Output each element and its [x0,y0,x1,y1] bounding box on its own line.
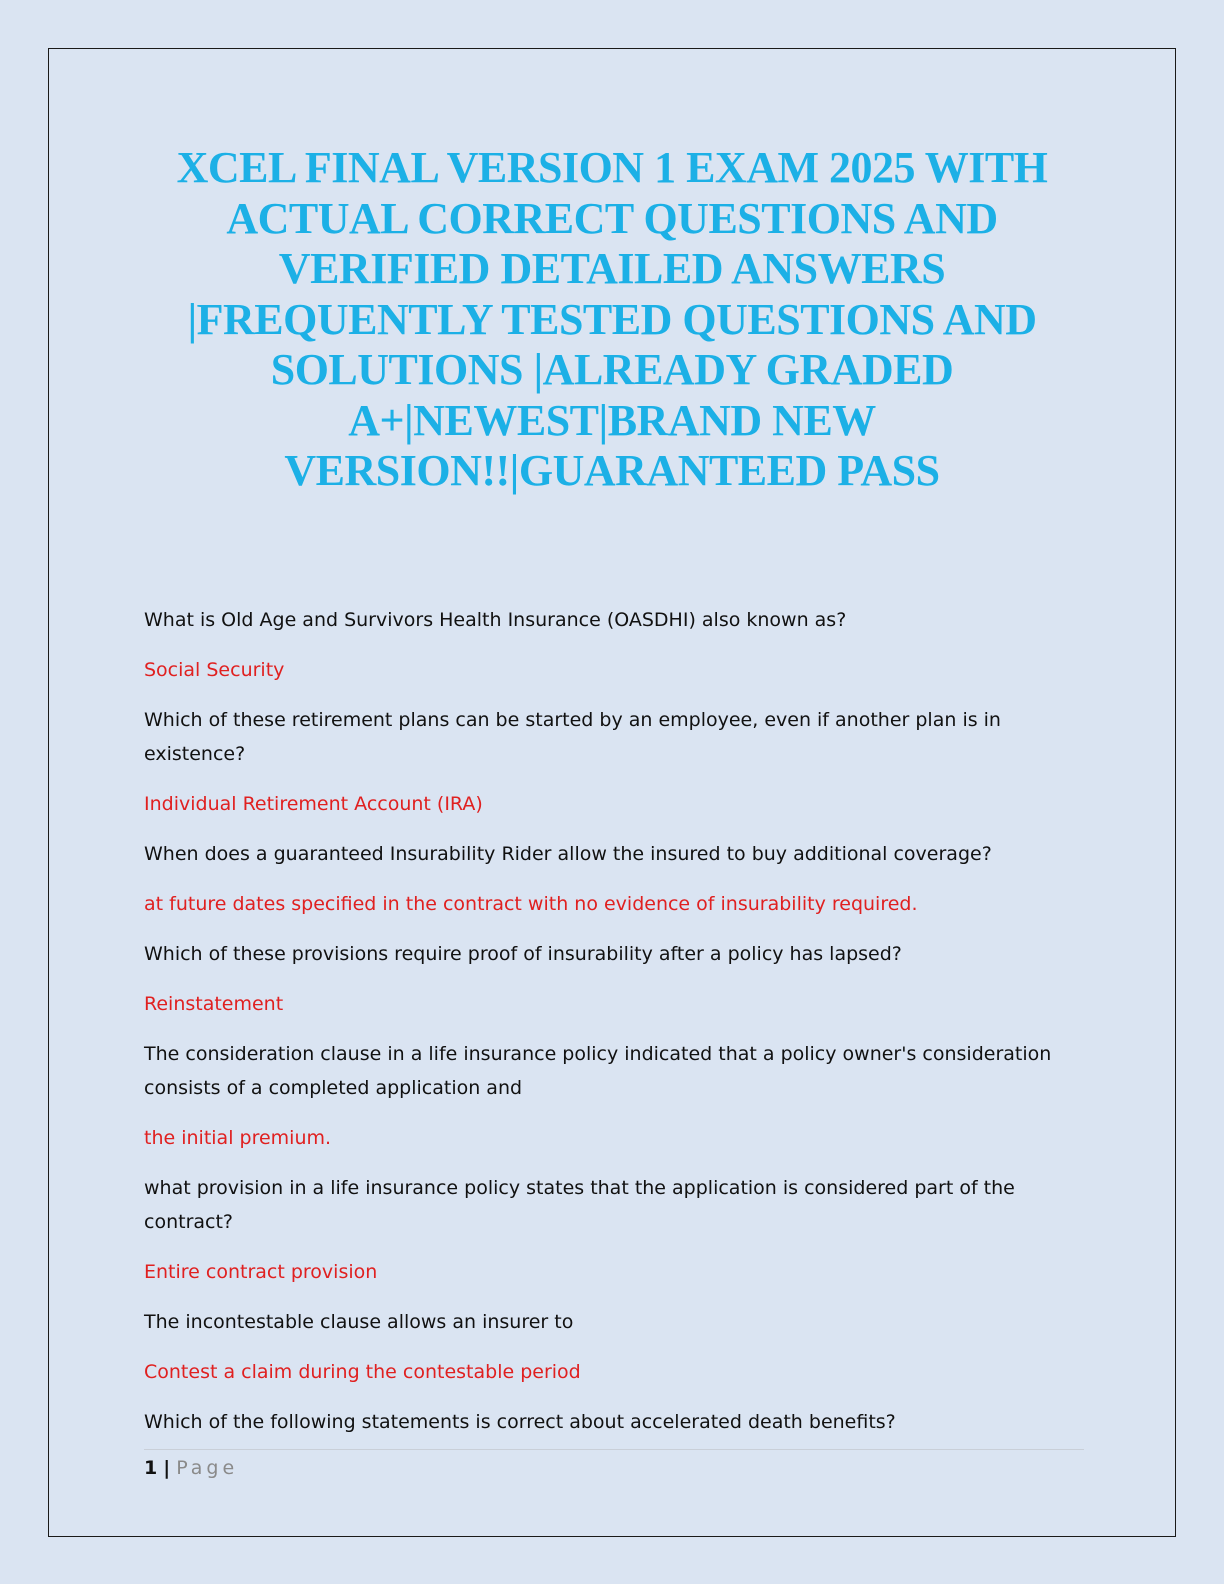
question-text: When does a guaranteed Insurability Rider allow the insured to buy additional coverage? [144,843,992,865]
footer-divider [144,1449,1084,1450]
question-text: The incontestable clause allows an insurer to [144,1311,574,1333]
answer-text: Individual Retirement Account (IRA) [144,793,483,815]
answer-text: Social Security [144,659,285,681]
document-title [160,143,1064,497]
question-text: What is Old Age and Survivors Health Insurance (OASDHI) also known as? [144,609,847,631]
title-line: A+|NEWEST|BRAND NEW [348,395,876,445]
answer-text: the initial premium. [144,1127,332,1149]
page-number: 1 [144,1457,158,1479]
title-line: SOLUTIONS |ALREADY GRADED [270,345,954,394]
title-line: VERIFIED DETAILED ANSWERS [278,244,946,293]
page-label: Page [176,1457,239,1479]
question-text: Which of the following statements is correct about accelerated death benefits? [144,1411,896,1433]
question-text: what provision in a life insurance policy states that the application is considered part of the contract? [144,1177,1015,1233]
answer-text: at future dates specified in the contract with no evidence of insurability required. [144,893,918,915]
answer-text: Contest a claim during the contestable period [144,1361,581,1383]
title-line: XCEL FINAL VERSION 1 EXAM 2025 WITH [176,143,1048,192]
question-text: Which of these retirement plans can be started by an employee, even if another plan is in existence? [144,709,1001,765]
question-text: Which of these provisions require proof of insurability after a policy has lapsed? [144,943,902,965]
question-text: The consideration clause in a life insurance policy indicated that a policy owner's consideration consists of a completed application and [144,1043,1052,1099]
page-footer [144,1456,238,1480]
title-line: VERSION!!|GUARANTEED PASS [284,446,940,495]
title-line: |FREQUENTLY TESTED QUESTIONS AND [187,294,1037,344]
footer-separator: | [163,1457,171,1479]
qa-list [144,603,1074,1455]
answer-text: Entire contract provision [144,1261,378,1283]
title-line: ACTUAL CORRECT QUESTIONS AND [226,193,998,243]
answer-text: Reinstatement [144,993,284,1015]
